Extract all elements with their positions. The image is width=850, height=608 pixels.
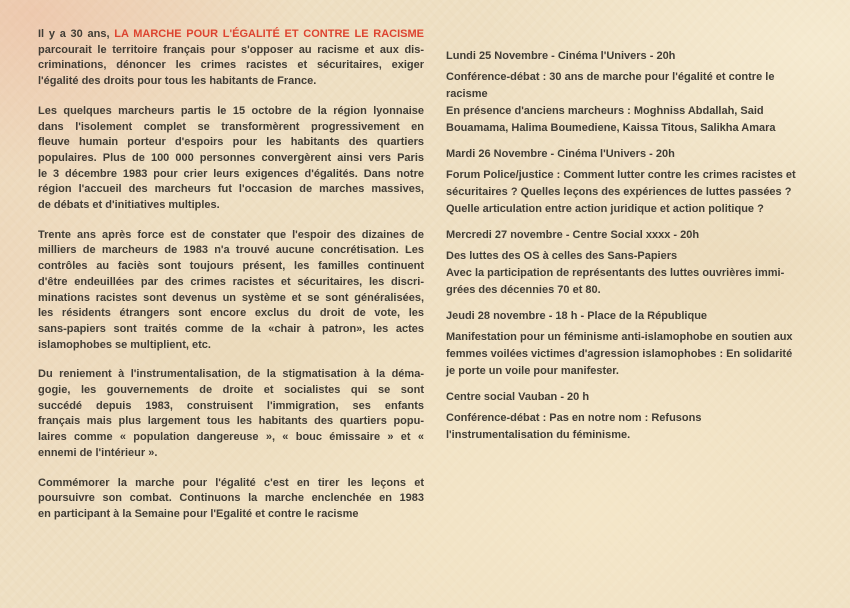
text-line: succédé depuis 1983, construisent l'immigration, ses enfants <box>38 399 424 412</box>
text-line: Avec la participation de représentants des luttes ouvrières immi- <box>446 267 785 279</box>
text-line: laires comme « population dangereuse », « bouc émissaire » et « <box>38 431 424 444</box>
text-line: je porte un voile pour manifester. <box>446 365 619 377</box>
text-line: Les quelques marcheurs partis le 15 octobre de la région lyonnaise <box>38 104 424 117</box>
text-line: gogie, les gouvernements de droite et socialistes qui se sont <box>38 384 424 397</box>
text-line: criminations, dénoncer les crimes racistes et sécuritaires, exiger <box>38 59 424 72</box>
assessment-paragraph <box>38 228 424 354</box>
text-line: les résidents étrangers sont encore exclus du droit de vote, les <box>38 307 424 320</box>
event-monday <box>446 48 842 137</box>
text-line: femmes voilées victimes d'agression islamophobes : En solidarité <box>446 348 793 360</box>
text-line: en participant à la Semaine pour l'Egalité et contre le racisme <box>38 507 359 520</box>
event-wednesday <box>446 227 842 299</box>
event-tuesday <box>446 146 842 218</box>
text-line: l'égalité des droits pour tous les habitants de France. <box>38 75 317 88</box>
text-line: Des luttes des OS à celles des Sans-Papiers <box>446 250 678 262</box>
text-line: Trente ans après force est de constater que l'espoir des dizaines de <box>38 228 424 241</box>
text-line: Du reniement à l'instrumentalisation, de la stigmatisation à la déma- <box>38 368 424 381</box>
text-line: de débats et d'initiatives multiples. <box>38 199 220 212</box>
text-line: racisme <box>446 88 488 100</box>
text-line: Quelle articulation entre action juridique et action politique ? <box>446 203 764 215</box>
text-line: parcourait le territoire français pour s'opposer au racisme et aux dis- <box>38 43 424 56</box>
text-line: d'être endeuillées par des crimes racistes et sécuritaires, les discri- <box>38 275 424 288</box>
event-heading: Mercredi 27 novembre - Centre Social xxxx - 20h <box>446 229 700 241</box>
event-vauban <box>446 389 842 444</box>
intro-prefix: Il y a 30 ans, <box>38 28 110 40</box>
event-heading: Centre social Vauban - 20 h <box>446 391 590 403</box>
right-column <box>446 48 842 453</box>
event-heading: Jeudi 28 novembre - 18 h - Place de la République <box>446 310 708 322</box>
call-to-action-paragraph <box>38 476 424 523</box>
text-line: Conférence-débat : Pas en notre nom : Refusons <box>446 412 702 424</box>
text-line: contrôles au faciès sont toujours présent, les familles continuent <box>38 260 424 273</box>
text-line: minations racistes sont devenus un système et se sont généralisées, <box>38 291 424 304</box>
text-line: Manifestation pour un féminisme anti-islamophobe en soutien aux <box>446 331 793 343</box>
intro-title-line <box>38 27 424 43</box>
text-line: sécuritaires ? Quelles leçons des expériences de luttes passées ? <box>446 186 792 198</box>
text-line: En présence d'anciens marcheurs : Moghniss Abdallah, Said <box>446 105 764 117</box>
left-column <box>38 27 424 537</box>
text-line: dans l'isolement complet se transformèrent progressivement en <box>38 120 424 133</box>
text-line: l'instrumentalisation du féminisme. <box>446 429 631 441</box>
text-line: islamophobes se multiplient, etc. <box>38 338 211 351</box>
text-line: poursuivre son combat. Continuons la marche enclenchée en 1983 <box>38 492 424 505</box>
text-line: grées des décennies 70 et 80. <box>446 284 601 296</box>
event-heading: Lundi 25 Novembre - Cinéma l'Univers - 20h <box>446 50 676 62</box>
text-line: fleuve humain porteur d'espoirs pour les habitants des quartiers <box>38 136 424 149</box>
text-line: populaires. Plus de 100 000 personnes convergèrent ainsi vers Paris <box>38 151 424 164</box>
text-line: Bouamama, Halima Boumediene, Kaissa Titous, Salikha Amara <box>446 122 776 134</box>
text-line: milliers de marcheurs de 1983 n'a trouvé aucune concrétisation. Les <box>38 244 424 257</box>
governments-paragraph <box>38 367 424 461</box>
text-line: Commémorer la marche pour l'égalité c'est en tirer les leçons et <box>38 476 424 489</box>
text-line: français mais plus largement tous les habitants des quartiers popu- <box>38 415 424 428</box>
event-thursday <box>446 308 842 380</box>
text-line: sans-papiers sont traités comme de la «chair à patron», les actes <box>38 322 424 335</box>
text-line: ennemi de l'intérieur ». <box>38 446 158 459</box>
text-line: Conférence-débat : 30 ans de marche pour l'égalité et contre le <box>446 71 775 83</box>
event-heading: Mardi 26 Novembre - Cinéma l'Univers - 20h <box>446 148 675 160</box>
intro-paragraph <box>38 27 424 90</box>
history-paragraph <box>38 104 424 214</box>
flyer-title: LA MARCHE POUR L'ÉGALITÉ ET CONTRE LE RACISME <box>114 28 424 40</box>
text-line: le 3 décembre 1983 pour crier leurs exigences d'égalités. Dans notre <box>38 167 424 180</box>
text-line: Forum Police/justice : Comment lutter contre les crimes racistes et <box>446 169 796 181</box>
text-line: région l'accueil des marcheurs fut l'occasion de marches massives, <box>38 183 424 196</box>
